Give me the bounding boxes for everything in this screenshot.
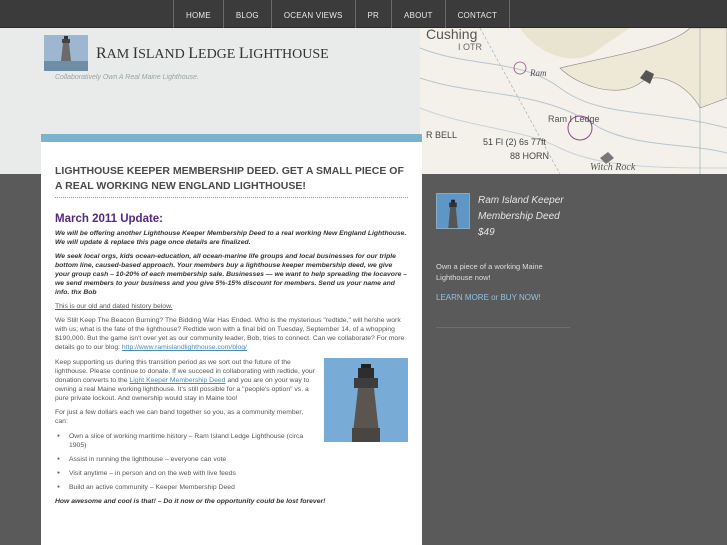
support-paragraph: Keep supporting us during this transition period as we sort out the future of the lighthouse. Please continue to donate. If we succeed in collaborating with redtide, your donation converts to the Light Keeper Membership Deed and you are on your way to owning a real Maine working lighthouse. It's still possible for a "people's option" vs. a pure private lockout. And ownership would stay in Maine too! xyxy=(55,359,315,402)
list-item: ● Assist in running the lighthouse – everyone can vote xyxy=(55,455,408,464)
partner-paragraph: We seek local orgs, kids ocean-education, all ocean-marine life groups and local businesses for our triple bottom line, caused-based approach. Your members buy a lighthouse keeper membership deed, we give your group cash – 10-20% of each membership sale. Businesses — we want to help spreading the locavore – we send members to your business and you give 5%-15% discount for members. Send us your name and info. thx Bob xyxy=(55,253,408,296)
nav-home[interactable]: HOME xyxy=(173,0,223,28)
site-title[interactable]: RAM ISLAND LEDGE LIGHTHOUSE xyxy=(96,45,329,62)
nav-pr[interactable]: PR xyxy=(355,0,392,28)
nav-blog[interactable]: BLOG xyxy=(223,0,271,28)
chart-label-otr: I OTR xyxy=(458,42,482,52)
history-note: This is our old and dated history below. xyxy=(55,303,173,310)
chart-label-witch-rock: Witch Rock xyxy=(590,162,636,173)
chart-label-ram-ledge: Ram I Ledge xyxy=(548,114,600,124)
top-nav-bar xyxy=(0,0,727,28)
nav-ocean-views[interactable]: OCEAN VIEWS xyxy=(271,0,355,28)
chart-label-horn: 88 HORN xyxy=(510,151,550,161)
chart-label-cushing: Cushing xyxy=(426,28,478,42)
nav-contact[interactable]: CONTACT xyxy=(445,0,510,28)
call-to-action: How awesome and cool is that! – Do it now or the opportunity could be lost forever! xyxy=(55,498,326,505)
blog-link[interactable]: http://www.ramislandlighthouse.com/blog/ xyxy=(121,344,247,351)
list-item: ● Own a slice of working maritime history – Ram Island Ledge Lighthouse (circa 1905) xyxy=(55,432,408,450)
chart-label-ram: Ram xyxy=(530,68,547,78)
learn-more-link[interactable]: LEARN MORE or BUY NOW! xyxy=(436,293,541,302)
list-item: ● Visit anytime – in person and on the web with live feeds xyxy=(55,469,408,478)
page-headline: LIGHTHOUSE KEEPER MEMBERSHIP DEED. GET A SMALL PIECE OF A REAL WORKING NEW ENGLAND LIGHTHOUSE! xyxy=(55,164,408,198)
membership-deed-link[interactable]: Light Keeper Membership Deed xyxy=(129,377,226,384)
offer-paragraph: We will be offering another Lighthouse Keeper Membership Deed to a real working New England Lighthouse. We will update & replace this page once details are finalized. xyxy=(55,230,407,246)
site-tagline: Collaboratively Own A Real Maine Lighthouse. xyxy=(55,74,199,81)
sidebar-title[interactable]: Ram Island Keeper Membership Deed $49 xyxy=(478,195,564,238)
list-item: ● Build an active community – Keeper Membership Deed xyxy=(55,483,408,492)
main-content-card xyxy=(41,134,422,545)
sidebar-divider xyxy=(436,327,570,328)
nav-about[interactable]: ABOUT xyxy=(391,0,445,28)
lighthouse-logo xyxy=(44,35,88,71)
sidebar-lighthouse-thumb[interactable] xyxy=(436,193,470,229)
sidebar-description: Own a piece of a working Maine Lighthouse now! xyxy=(436,262,543,282)
lighthouse-photo xyxy=(324,358,408,442)
chart-label-bell: R BELL xyxy=(426,130,458,140)
community-intro: For just a few dollars each we can band together so you, as a community member, can: xyxy=(55,409,304,425)
benefits-list xyxy=(55,432,408,492)
update-heading: March 2011 Update: xyxy=(55,213,164,225)
bidding-paragraph: We Still Keep The Beacon Burning? The Bidding War Has Ended. Who is the mysterious "redtide," will he/she work with us; what is the fate of the lighthouse? Redtide won with a final bid on Tuesday, September 14, of a whopping $190,000. But the game isn't over yet as our community leader, Bob, tries to connect. Can we collaborate? For more details go to our blog: http://www.ramislandlighthouse.com/blog/ xyxy=(55,317,405,351)
chart-label-fl: 51 Fl (2) 6s 77ft xyxy=(483,137,547,147)
main-nav xyxy=(173,0,510,28)
